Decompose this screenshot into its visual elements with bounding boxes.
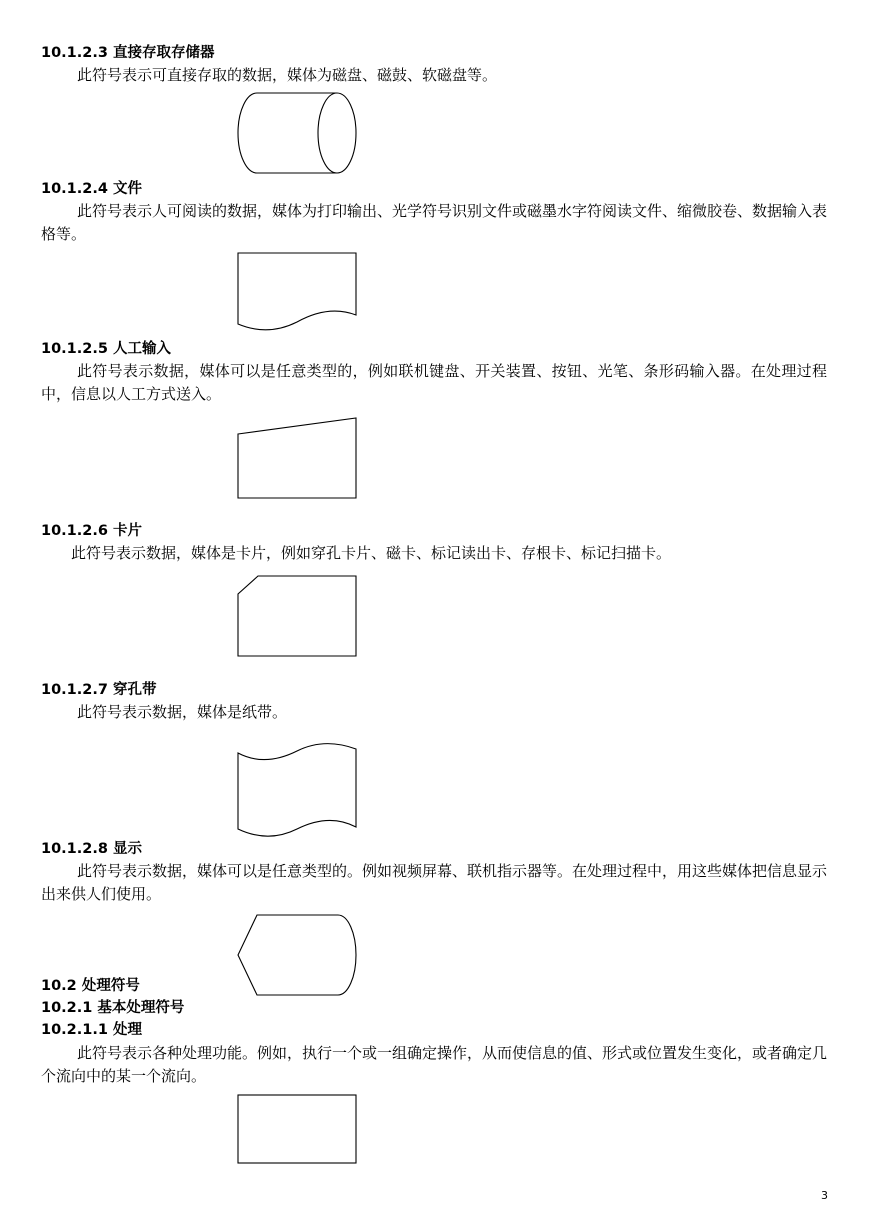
manual-input-icon bbox=[237, 417, 358, 500]
direct-access-storage-icon bbox=[237, 92, 358, 174]
section-heading-card: 10.1.2.6 卡片 bbox=[41, 523, 143, 539]
section-heading-basic-processing-symbols: 10.2.1 基本处理符号 bbox=[41, 1000, 185, 1016]
process-icon bbox=[237, 1094, 358, 1165]
card-icon bbox=[237, 575, 358, 657]
page-number: 3 bbox=[821, 1189, 828, 1202]
section-heading-process: 10.2.1.1 处理 bbox=[41, 1022, 143, 1038]
section-body-document: 此符号表示人可阅读的数据，媒体为打印输出、光学符号识别文件或磁墨水字符阅读文件、缩微胶卷、数据输入表格等。 bbox=[41, 202, 828, 243]
section-heading-direct-access-storage: 10.1.2.3 直接存取存储器 bbox=[41, 45, 215, 61]
section-body-direct-access-storage: 此符号表示可直接存取的数据，媒体为磁盘、磁鼓、软磁盘等。 bbox=[77, 66, 498, 84]
section-body-manual-input: 此符号表示数据，媒体可以是任意类型的，例如联机键盘、开关装置、按钮、光笔、条形码输入器。在处理过程中，信息以人工方式送入。 bbox=[41, 362, 827, 403]
section-body-process: 此符号表示各种处理功能。例如，执行一个或一组确定操作，从而使信息的值、形式或位置发生变化，或者确定几个流向中的某一个流向。 bbox=[41, 1044, 828, 1085]
punched-tape-icon bbox=[237, 743, 358, 837]
document-icon bbox=[237, 252, 358, 334]
section-heading-punched-tape: 10.1.2.7 穿孔带 bbox=[41, 682, 157, 698]
section-heading-manual-input: 10.1.2.5 人工输入 bbox=[41, 341, 172, 357]
section-heading-document: 10.1.2.4 文件 bbox=[41, 181, 143, 197]
section-body-card: 此符号表示数据，媒体是卡片，例如穿孔卡片、磁卡、标记读出卡、存根卡、标记扫描卡。 bbox=[71, 544, 672, 562]
section-body-punched-tape: 此符号表示数据，媒体是纸带。 bbox=[77, 703, 288, 721]
section-body-display: 此符号表示数据，媒体可以是任意类型的。例如视频屏幕、联机指示器等。在处理过程中，用这些媒体把信息显示出来供人们使用。 bbox=[41, 862, 828, 903]
display-icon bbox=[237, 914, 358, 996]
section-heading-display: 10.1.2.8 显示 bbox=[41, 841, 143, 857]
section-heading-processing-symbols: 10.2 处理符号 bbox=[41, 978, 140, 994]
